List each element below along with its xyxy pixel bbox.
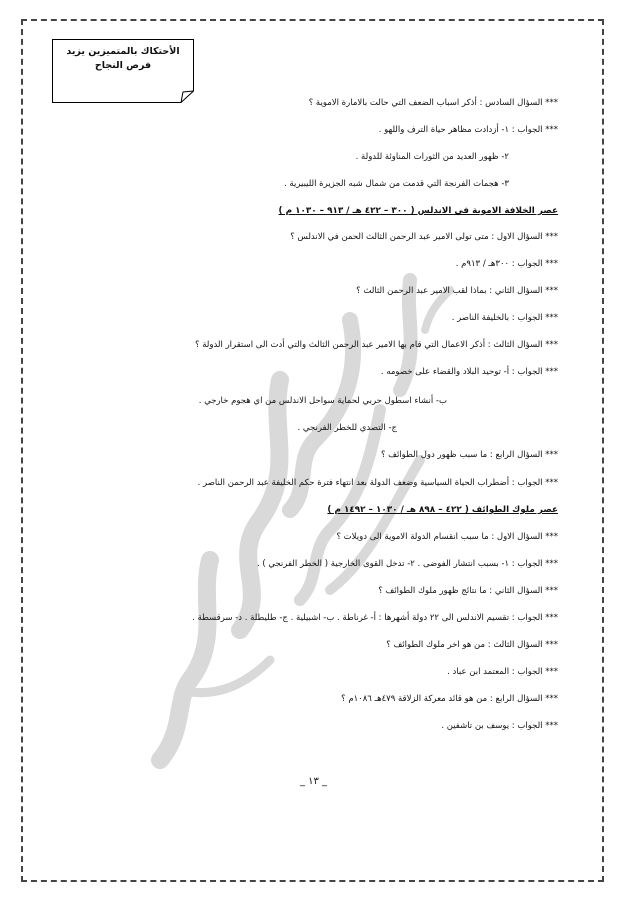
- motto-text: الأحتكاك بالمتميزين يزيد فرص النجاح: [66, 46, 180, 71]
- taifa-answer-1: *** الجواب : ١- بسبب انتشار الفوضى . ٢- تدخل القوى الخارجية ( الخطر الفرنجي ) .: [256, 559, 558, 569]
- page-number: _ ١٣ _: [299, 776, 328, 787]
- caliphate-answer-3-item-a: *** الجواب : أ- توحيد البلاد والقضاء على خصومه .: [380, 367, 558, 377]
- taifa-answer-3: *** الجواب : المعتمد ابن عباد .: [447, 667, 558, 677]
- section-heading-caliphate: عصر الخلافة الاموية في الاندلس ( ٣٠٠ – ٤٢٢ هـ / ٩١٣ – ١٠٣٠ م ): [278, 206, 558, 216]
- taifa-question-2: *** السؤال الثاني : ما نتائج ظهور ملوك الطوائف ؟: [378, 586, 558, 596]
- motto-box: [52, 39, 194, 103]
- caliphate-answer-3-item-c: ج- التصدي للخطر الفرنجي .: [297, 423, 397, 433]
- taifa-question-1: *** السؤال الاول : ما سبب انقسام الدولة الاموية الى دويلات ؟: [336, 532, 558, 542]
- taifa-answer-2: *** الجواب : تقسيم الاندلس الى ٢٢ دولة أشهرها : أ- غرناطة . ب- اشبيلية . ج- طليطلة . د- سرقسطة .: [192, 613, 558, 623]
- taifa-question-4: *** السؤال الرابع : من هو قائد معركة الزلاقة ٤٧٩هـ ١٠٨٦م ؟: [341, 694, 558, 704]
- taifa-answer-4: *** الجواب : يوسف بن تاشفين .: [441, 721, 558, 731]
- caliphate-answer-2: *** الجواب : بالخليفة الناصر .: [451, 313, 558, 323]
- caliphate-answer-4: *** الجواب : أضطراب الحياة السياسية وضعف الدولة بعد انتهاء فترة حكم الخليفة عبد الرحمن الناصر .: [197, 478, 558, 488]
- caliphate-answer-3-item-b: ب- أنشاء اسطول حربي لحماية سواحل الاندلس من اي هجوم خارجي .: [198, 396, 447, 406]
- question-6: *** السؤال السادس : أذكر اسباب الضعف التي حالت بالامارة الاموية ؟: [308, 98, 558, 108]
- caliphate-question-3: *** السؤال الثالث : أذكر الاعمال التي قام بها الامير عبد الرحمن الثالث والتي أدت الى استقرار الدولة ؟: [195, 340, 558, 350]
- caliphate-answer-1: *** الجواب : ٣٠٠هـ / ٩١٣م .: [455, 259, 558, 269]
- section-heading-taifa: عصر ملوك الطوائف ( ٤٢٢ – ٨٩٨ هـ / ١٠٣٠ – ١٤٩٢ م ): [327, 505, 558, 515]
- taifa-question-3: *** السؤال الثالث : من هو اخر ملوك الطوائف ؟: [386, 640, 558, 650]
- answer-6-item-3: ٣- هجمات الفرنجة التي قدمت من شمال شبه الجزيرة الليبيرية .: [284, 179, 509, 189]
- answer-6-item-2: ٢- ظهور العديد من الثورات المناوئة للدولة .: [355, 152, 509, 162]
- caliphate-question-4: *** السؤال الرابع : ما سبب ظهور دول الطوائف ؟: [380, 450, 558, 460]
- caliphate-question-2: *** السؤال الثاني : بماذا لقب الامير عبد الرحمن الثالث ؟: [356, 286, 558, 296]
- answer-6-item-1: *** الجواب : ١- أزدادت مظاهر حياة الترف واللهو .: [378, 125, 558, 135]
- caliphate-question-1: *** السؤال الاول : متى تولى الامير عبد الرحمن الثالث الحمن في الاندلس ؟: [290, 232, 558, 242]
